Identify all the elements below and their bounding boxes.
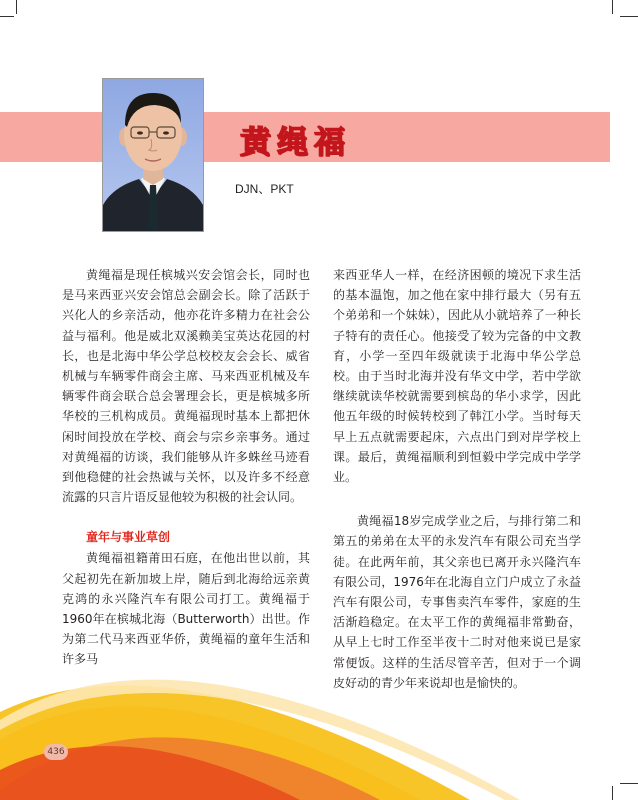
- portrait-photo: [102, 78, 204, 232]
- body-paragraph: 来西亚华人一样，在经济困顿的境况下求生活的基本温饱，加之他在家中排行最大（另有五个弟弟和一个妹妹），因此从小就培养了一种长子特有的责任心。他接受了较为完备的中文教育，小学一至四年级就读于北海中华公学总校。由于当时北海并没有华文中学，若中学欲继续就读华校就需要到槟岛的华小求学，因此他五年级的时候转校到了韩江小学。当时每天早上五点就需要起床，六点出门到对岸学校上课。最后，黄绳福顺利到恒毅中学完成中学学业。: [333, 268, 581, 485]
- decorative-swoosh: [0, 590, 638, 800]
- crop-mark-top-right: [612, 0, 613, 14]
- body-paragraph: 黄绳福是现任槟城兴安会馆会长，同时也是马来西亚兴安会馆总会副会长。除了活跃于兴化人的乡亲活动，他亦花许多精力在社会公益与福利。他是威北双溪赖美宝英达花园的村长，也是北海中华公学总校校友会会长、威省机械与车辆零件商会主席、马来西亚机械及车辆零件商会联合总会署理会长，更是槟城多所华校的三机构成员。黄绳福现时基本上都把休闲时间投放在学校、商会与宗乡亲事务。通过对黄绳福的访谈，我们能够从许多蛛丝马迹看到他稳健的社会热诚与关怀，以及许多不经意流露的只言片语反显他较为积极的社会认同。: [62, 268, 310, 505]
- profile-name: 黄绳福: [240, 125, 351, 161]
- crop-mark-top-left-h: [0, 16, 14, 17]
- page-number: 436: [44, 744, 68, 760]
- section-heading: 童年与事业草创: [86, 530, 171, 545]
- crop-mark-top-left: [16, 0, 17, 14]
- crop-mark-top-right-h: [620, 16, 638, 17]
- body-paragraph: 黄绳福祖籍莆田石庭，在他出世以前，其父起初先在新加坡上岸，随后到北海给远亲黄克鸿的永兴隆汽车有限公司打工。黄绳福于1960年在槟城北海（Butterworth）出世。作为第二代马来西亚华侨，黄绳福的童年生活和许多马: [62, 551, 310, 667]
- body-paragraph: 黄绳福18岁完成学业之后，与排行第二和第五的弟弟在太平的永发汽车有限公司充当学徒。在此两年前，其父亲也已离开永兴隆汽车有限公司，1976年在北海自立门户成立了永益汽车有限公司，专事售卖汽车零件，家庭的生活渐趋稳定。在太平工作的黄绳福非常勤奋，从早上七时工作至半夜十二时对他来说已是家常便饭。这样的生活尽管辛苦，但对于一个调皮好动的青少年来说却也是愉快的。: [333, 514, 581, 690]
- profile-subtitle: DJN、PKT: [235, 182, 294, 196]
